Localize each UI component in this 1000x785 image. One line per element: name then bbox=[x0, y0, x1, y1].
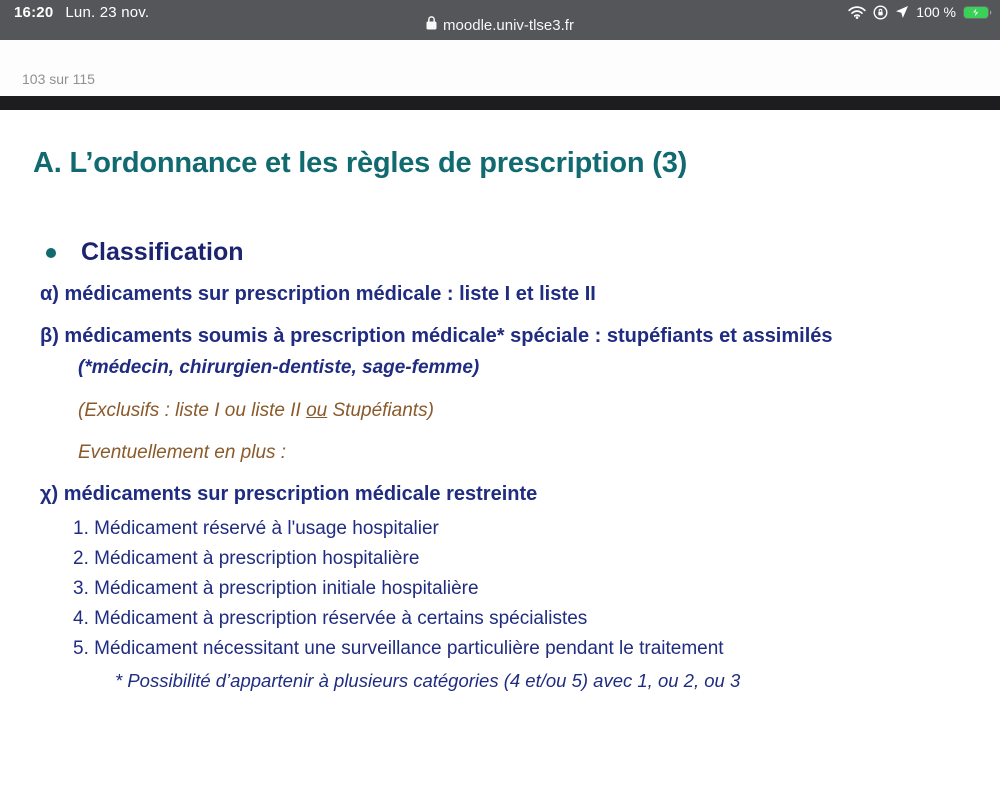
clock: 16:20 bbox=[14, 4, 54, 21]
slide-page bbox=[0, 145, 1000, 785]
status-right bbox=[848, 4, 992, 20]
location-icon bbox=[895, 5, 909, 19]
restricted-item-3: 3. Médicament à prescription initiale hospitalière bbox=[73, 578, 479, 599]
battery-charging-icon bbox=[963, 6, 992, 19]
chi-line: χ) médicaments sur prescription médicale restreinte bbox=[40, 483, 538, 505]
page-indicator: 103 sur 115 bbox=[22, 71, 95, 87]
battery-percent: 100 % bbox=[916, 4, 956, 20]
url-text: moodle.univ-tlse3.fr bbox=[443, 16, 574, 34]
footnote-line: * Possibilité d’appartenir à plusieurs catégories (4 et/ou 5) avec 1, ou 2, ou 3 bbox=[115, 670, 741, 691]
exclusifs-underlined-ou: ou bbox=[306, 400, 328, 421]
eventuellement-line: Eventuellement en plus : bbox=[78, 442, 287, 463]
beta-note: (*médecin, chirurgien-dentiste, sage-femme) bbox=[78, 357, 480, 378]
restricted-item-4: 4. Médicament à prescription réservée à certains spécialistes bbox=[73, 608, 588, 629]
slide-title: A. L’ordonnance et les règles de prescription (3) bbox=[33, 147, 688, 179]
alpha-line: α) médicaments sur prescription médicale : liste I et liste II bbox=[40, 283, 596, 305]
wifi-icon bbox=[848, 6, 866, 19]
date: Lun. 23 nov. bbox=[65, 4, 150, 21]
orientation-lock-icon bbox=[873, 5, 888, 20]
lock-icon bbox=[426, 16, 437, 34]
beta-line: β) médicaments soumis à prescription médicale* spéciale : stupéfiants et assimilés bbox=[40, 325, 833, 347]
pdf-toolbar bbox=[0, 40, 1000, 96]
classification-row bbox=[46, 238, 1000, 267]
section-heading: Classification bbox=[81, 238, 244, 266]
bullet-icon bbox=[46, 248, 56, 258]
exclusifs-suffix: Stupéfiants) bbox=[327, 400, 434, 421]
page-separator bbox=[0, 96, 1000, 110]
exclusifs-prefix: (Exclusifs : liste I ou liste II bbox=[78, 400, 307, 421]
restricted-item-5: 5. Médicament nécessitant une surveillance particulière pendant le traitement bbox=[73, 638, 724, 659]
exclusifs-line bbox=[78, 398, 1000, 423]
restricted-item-2: 2. Médicament à prescription hospitalière bbox=[73, 548, 420, 569]
status-bar bbox=[0, 0, 1000, 40]
restricted-item-1: 1. Médicament réservé à l'usage hospitalier bbox=[73, 518, 439, 539]
